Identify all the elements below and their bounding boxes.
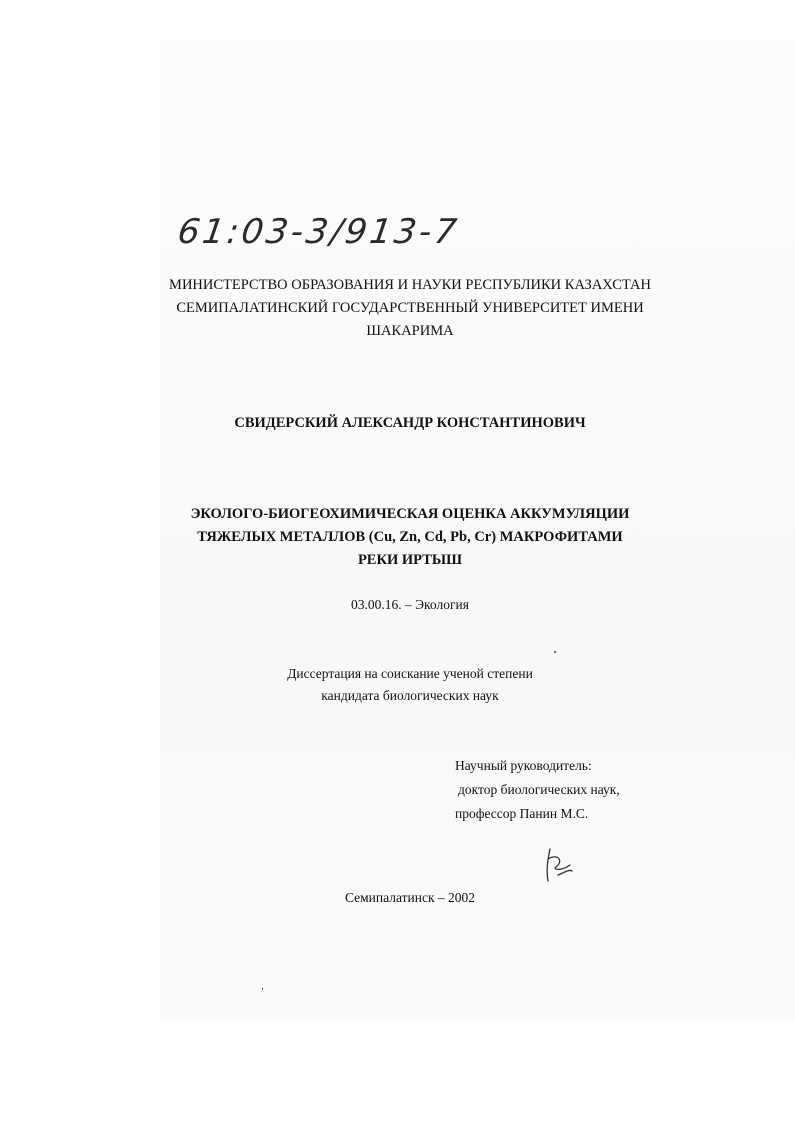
ministry-header (160, 274, 660, 343)
author-name: СВИДЕРСКИЙ АЛЕКСАНДР КОНСТАНТИНОВИЧ (234, 415, 586, 431)
signature-mark (540, 845, 576, 885)
ministry-line-2: СЕМИПАЛАТИНСКИЙ ГОСУДАРСТВЕННЫЙ УНИВЕРСИТЕТ ИМЕНИ (176, 300, 644, 316)
scan-speck (262, 988, 263, 990)
city-year: Семипалатинск – 2002 (344, 890, 476, 905)
title-line-2: ТЯЖЕЛЫХ МЕТАЛЛОВ (Cu, Zn, Cd, Pb, Cr) МАКРОФИТАМИ (197, 529, 623, 545)
ministry-line-1: МИНИСТЕРСТВО ОБРАЗОВАНИЯ И НАУКИ РЕСПУБЛИКИ КАЗАХСТАН (169, 277, 651, 293)
supervisor-name: профессор Панин М.С. (455, 806, 589, 821)
ministry-line-3: ШАКАРИМА (366, 323, 454, 339)
title-line-3: РЕКИ ИРТЫШ (357, 552, 463, 568)
supervisor-block (455, 754, 675, 826)
scan-speck (554, 651, 556, 653)
handwritten-catalog-number: 61:03-3/913-7 (175, 212, 462, 252)
supervisor-label: Научный руководитель: (455, 758, 592, 773)
title-line-1: ЭКОЛОГО-БИОГЕОХИМИЧЕСКАЯ ОЦЕНКА АККУМУЛЯЦИИ (190, 506, 630, 522)
dissertation-degree (160, 663, 660, 707)
degree-line-1: Диссертация на соискание ученой степени (287, 666, 533, 681)
dissertation-title (160, 503, 660, 572)
degree-line-2: кандидата биологических наук (321, 688, 499, 703)
specialty-code: 03.00.16. – Экология (351, 597, 469, 612)
supervisor-degree: доктор биологических наук, (458, 782, 620, 797)
